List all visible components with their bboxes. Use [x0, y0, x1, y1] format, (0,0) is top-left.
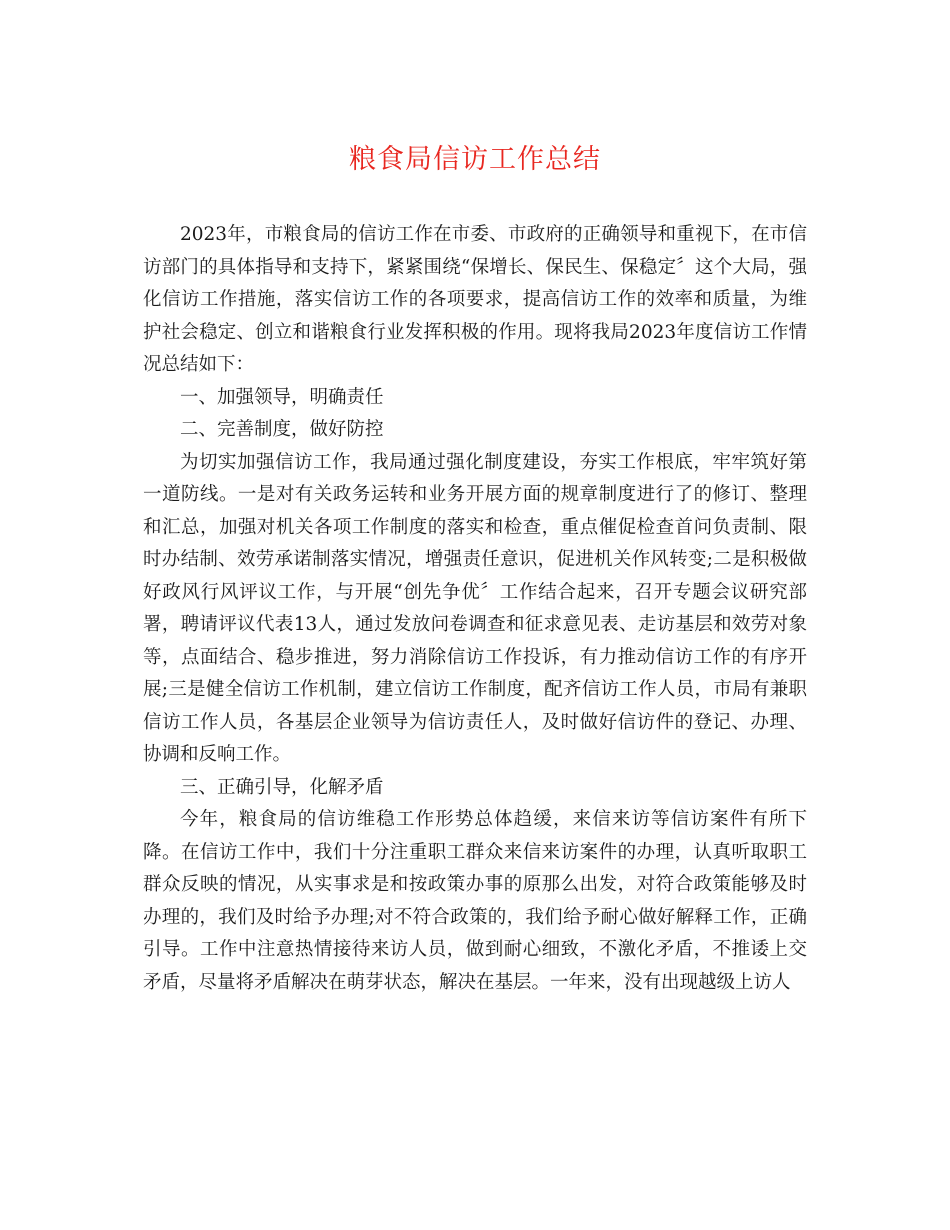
document-title: 粮食局信访工作总结 — [349, 144, 601, 175]
section-2-paragraph: 为切实加强信访工作，我局通过强化制度建设，夯实工作根底，牢牢筑好第一道防线。一是对有关政务运转和业务开展方面的规章制度进行了的修订、整理和汇总，加强对机关各项工作制度的落实和检查，重点催促检查首问负责制、限时办结制、效劳承诺制落实情况，增强责任意识，促进机关作风转变;二是积极做好政风行风评议工作，与开展“创先争优〞工作结合起来，召开专题会议研究部署，聘请评议代表13人，通过发放问卷调查和征求意见表、走访基层和效劳对象等，点面结合、稳步推进，努力消除信访工作投诉，有力推动信访工作的有序开展;三是健全信访工作机制，建立信访工作制度，配齐信访工作人员，市局有兼职信访工作人员，各基层企业领导为信访责任人，及时做好信访件的登记、办理、协调和反响工作。 — [143, 451, 807, 765]
section-heading-3: 三、正确引导，化解矛盾 — [180, 776, 384, 798]
section-heading-2: 二、完善制度，做好防控 — [180, 419, 384, 440]
section-heading-1: 一、加强领导，明确责任 — [180, 386, 384, 408]
document-body — [143, 219, 807, 999]
section-3-paragraph: 今年，粮食局的信访维稳工作形势总体趋缓，来信来访等信访案件有所下降。在信访工作中，我们十分注重职工群众来信来访案件的办理，认真听取职工群众反映的情况，从实事求是和按政策办事的原那么出发，对符合政策能够及时办理的，我们及时给予办理;对不符合政策的，我们给予耐心做好解释工作，正确引导。工作中注意热情接待来访人员，做到耐心细致，不激化矛盾，不推诿上交矛盾，尽量将矛盾解决在萌芽状态，解决在基层。一年来，没有出现越级上访人 — [143, 809, 807, 993]
intro-paragraph: 2023年，市粮食局的信访工作在市委、市政府的正确领导和重视下，在市信访部门的具体指导和支持下，紧紧围绕“保增长、保民生、保稳定〞这个大局，强化信访工作措施，落实信访工作的各项要求，提高信访工作的效率和质量，为维护社会稳定、创立和谐粮食行业发挥积极的作用。现将我局2023年度信访工作情况总结如下： — [143, 224, 807, 375]
